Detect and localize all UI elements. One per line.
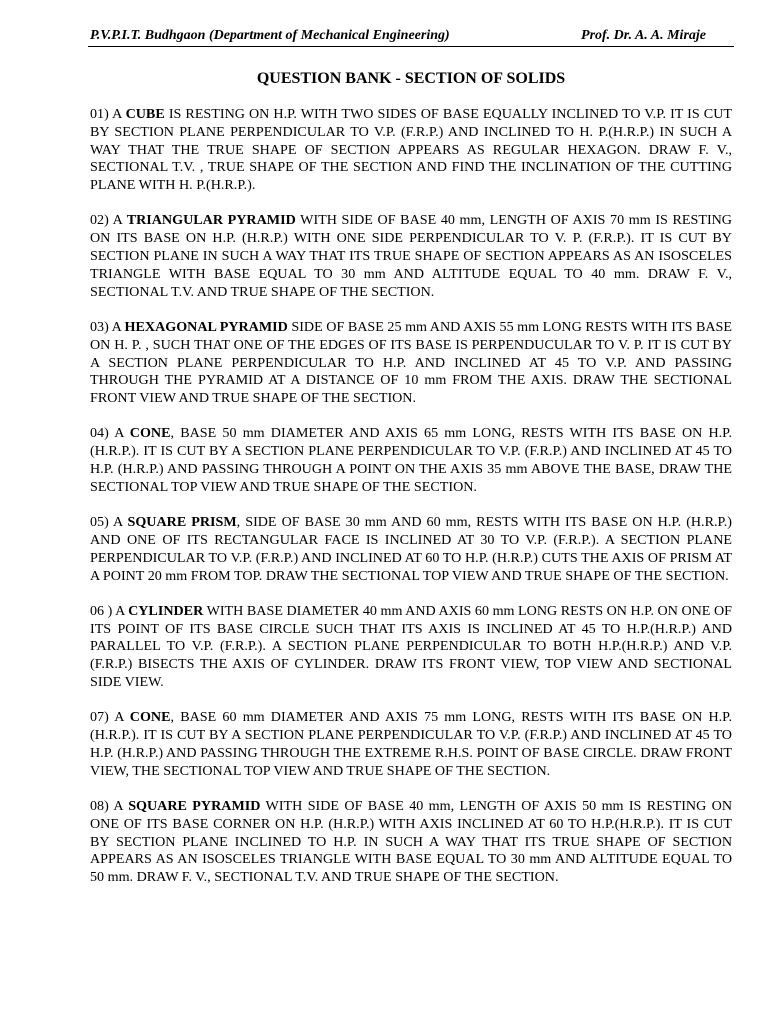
question-3 bbox=[90, 319, 732, 408]
question-1 bbox=[90, 106, 732, 195]
question-number: 04) A bbox=[90, 425, 124, 442]
header-institution: P.V.P.I.T. Budhgaon (Department of Mechanical Engineering) bbox=[90, 28, 450, 43]
question-8 bbox=[90, 798, 732, 887]
question-number: 02) A bbox=[90, 212, 123, 229]
question-solid: TRIANGULAR PYRAMID bbox=[126, 212, 296, 229]
question-text: IS RESTING ON H.P. WITH TWO SIDES OF BASE EQUALLY INCLINED TO V.P. IT IS CUT BY SECTION PLANE PERPENDICULAR TO V.P. (F.R.P.) AND INCLINED TO H. P.(H.R.P.) IN SUCH A WAY THAT THE TRUE SHAPE OF SECTION APPEARS AS REGULAR HEXAGON. DRAW F. V., SECTIONAL T.V. , TRUE SHAPE OF THE SECTION AND FIND THE INCLINATION OF THE CUTTING PLANE WITH H. P.(H.R.P.). bbox=[90, 106, 732, 194]
question-solid: HEXAGONAL PYRAMID bbox=[124, 318, 288, 335]
question-number: 06 ) A bbox=[90, 602, 125, 619]
question-number: 05) A bbox=[90, 514, 123, 531]
question-solid: CONE bbox=[129, 425, 171, 442]
question-number: 01) A bbox=[90, 106, 122, 122]
question-6 bbox=[90, 603, 732, 692]
header-author: Prof. Dr. A. A. Miraje bbox=[581, 28, 706, 43]
question-solid: SQUARE PRISM bbox=[127, 514, 237, 531]
page-header bbox=[90, 26, 734, 46]
question-text: WITH SIDE OF BASE 40 mm, LENGTH OF AXIS 70 mm IS RESTING ON ITS BASE ON H.P. (H.R.P.) WITH ONE SIDE PERPENDICULAR TO V. P. (F.R.P.). IT IS CUT BY SECTION PLANE IN SUCH A WAY THAT ITS TRUE SHAPE OF SECTION APPEARS AS AN ISOSCELES TRIANGLE WITH BASE EQUAL TO 30 mm AND ALTITUDE EQUAL TO 40 mm. DRAW F. V., SECTIONAL T.V. AND TRUE SHAPE OF THE SECTION. bbox=[90, 212, 732, 300]
question-list bbox=[90, 106, 732, 904]
question-solid: CYLINDER bbox=[128, 602, 204, 619]
question-2 bbox=[90, 212, 732, 301]
question-solid: CUBE bbox=[125, 106, 165, 122]
question-text: , BASE 60 mm DIAMETER AND AXIS 75 mm LONG, RESTS WITH ITS BASE ON H.P. (H.R.P.). IT IS CUT BY A SECTION PLANE PERPENDICULAR TO V.P. (F.R.P.) AND INCLINED AT 45 TO H.P. (H.R.P.) AND PASSING THROUGH THE EXTREME R.H.S. POINT OF BASE CIRCLE. DRAW FRONT VIEW, THE SECTIONAL TOP VIEW AND TRUE SHAPE OF THE SECTION. bbox=[90, 709, 732, 779]
question-5 bbox=[90, 514, 732, 585]
question-4 bbox=[90, 425, 732, 496]
header-rule bbox=[88, 46, 734, 47]
question-number: 08) A bbox=[90, 798, 123, 814]
question-text: SIDE OF BASE 25 mm AND AXIS 55 mm LONG RESTS WITH ITS BASE ON H. P. , SUCH THAT ONE OF THE EDGES OF ITS BASE IS PERPENDUCULAR TO V. P. IT IS CUT BY A SECTION PLANE PERPENDICULAR TO H.P. AND INCLINED AT 45 TO V.P. AND PASSING THROUGH THE PYRAMID AT A DISTANCE OF 10 mm FROM THE AXIS. DRAW THE SECTIONAL FRONT VIEW AND TRUE SHAPE OF THE SECTION. bbox=[90, 318, 732, 407]
document-title: QUESTION BANK - SECTION OF SOLIDS bbox=[256, 70, 566, 87]
question-7 bbox=[90, 709, 732, 780]
question-number: 07) A bbox=[90, 709, 124, 726]
question-text: WITH SIDE OF BASE 40 mm, LENGTH OF AXIS 50 mm IS RESTING ON ONE OF ITS BASE CORNER ON H.P. (H.R.P.) WITH AXIS INCLINED AT 60 TO H.P.(H.R.P.). IT IS CUT BY SECTION PLANE INCLINED TO H.P. IN SUCH A WAY THAT ITS TRUE SHAPE OF SECTION APPEARS AS AN ISOSCELES TRIANGLE WITH BASE EQUAL TO 30 mm AND ALTITUDE EQUAL TO 50 mm. DRAW F. V., SECTIONAL T.V. AND TRUE SHAPE OF THE SECTION. bbox=[90, 798, 733, 886]
question-text: , SIDE OF BASE 30 mm AND 60 mm, RESTS WITH ITS BASE ON H.P. (H.R.P.) AND ONE OF ITS RECTANGULAR FACE IS INCLINED AT 30 TO V.P. (F.R.P.). A SECTION PLANE PERPENDICULAR TO V.P. (F.R.P.) AND INCLINED AT 60 TO H.P. (H.R.P.) CUTS THE AXIS OF PRISM AT A POINT 20 mm FROM TOP. DRAW THE SECTIONAL TOP VIEW AND TRUE SHAPE OF THE SECTION. bbox=[90, 514, 732, 584]
question-solid: CONE bbox=[129, 709, 171, 726]
question-text: WITH BASE DIAMETER 40 mm AND AXIS 60 mm LONG RESTS ON H.P. ON ONE OF ITS POINT OF ITS BASE CIRCLE SUCH THAT ITS AXIS IS INCLINED AT 45 TO H.P.(H.R.P.) AND PARALLEL TO V.P. (F.R.P.). A SECTION PLANE PERPENDICULAR TO BOTH H.P.(H.R.P.) AND V.P. (F.R.P.) BISECTS THE AXIS OF CYLINDER. DRAW ITS FRONT VIEW, TOP VIEW AND SECTIONAL SIDE VIEW. bbox=[90, 602, 732, 691]
question-solid: SQUARE PYRAMID bbox=[128, 798, 261, 814]
question-number: 03) A bbox=[90, 318, 121, 335]
question-text: , BASE 50 mm DIAMETER AND AXIS 65 mm LONG, RESTS WITH ITS BASE ON H.P. (H.R.P.). IT IS CUT BY A SECTION PLANE PERPENDICULAR TO V.P. (F.R.P.) AND INCLINED AT 45 TO H.P. (H.R.P.) AND PASSING THROUGH A POINT ON THE AXIS 35 mm ABOVE THE BASE, DRAW THE SECTIONAL TOP VIEW AND TRUE SHAPE OF THE SECTION. bbox=[90, 425, 732, 495]
